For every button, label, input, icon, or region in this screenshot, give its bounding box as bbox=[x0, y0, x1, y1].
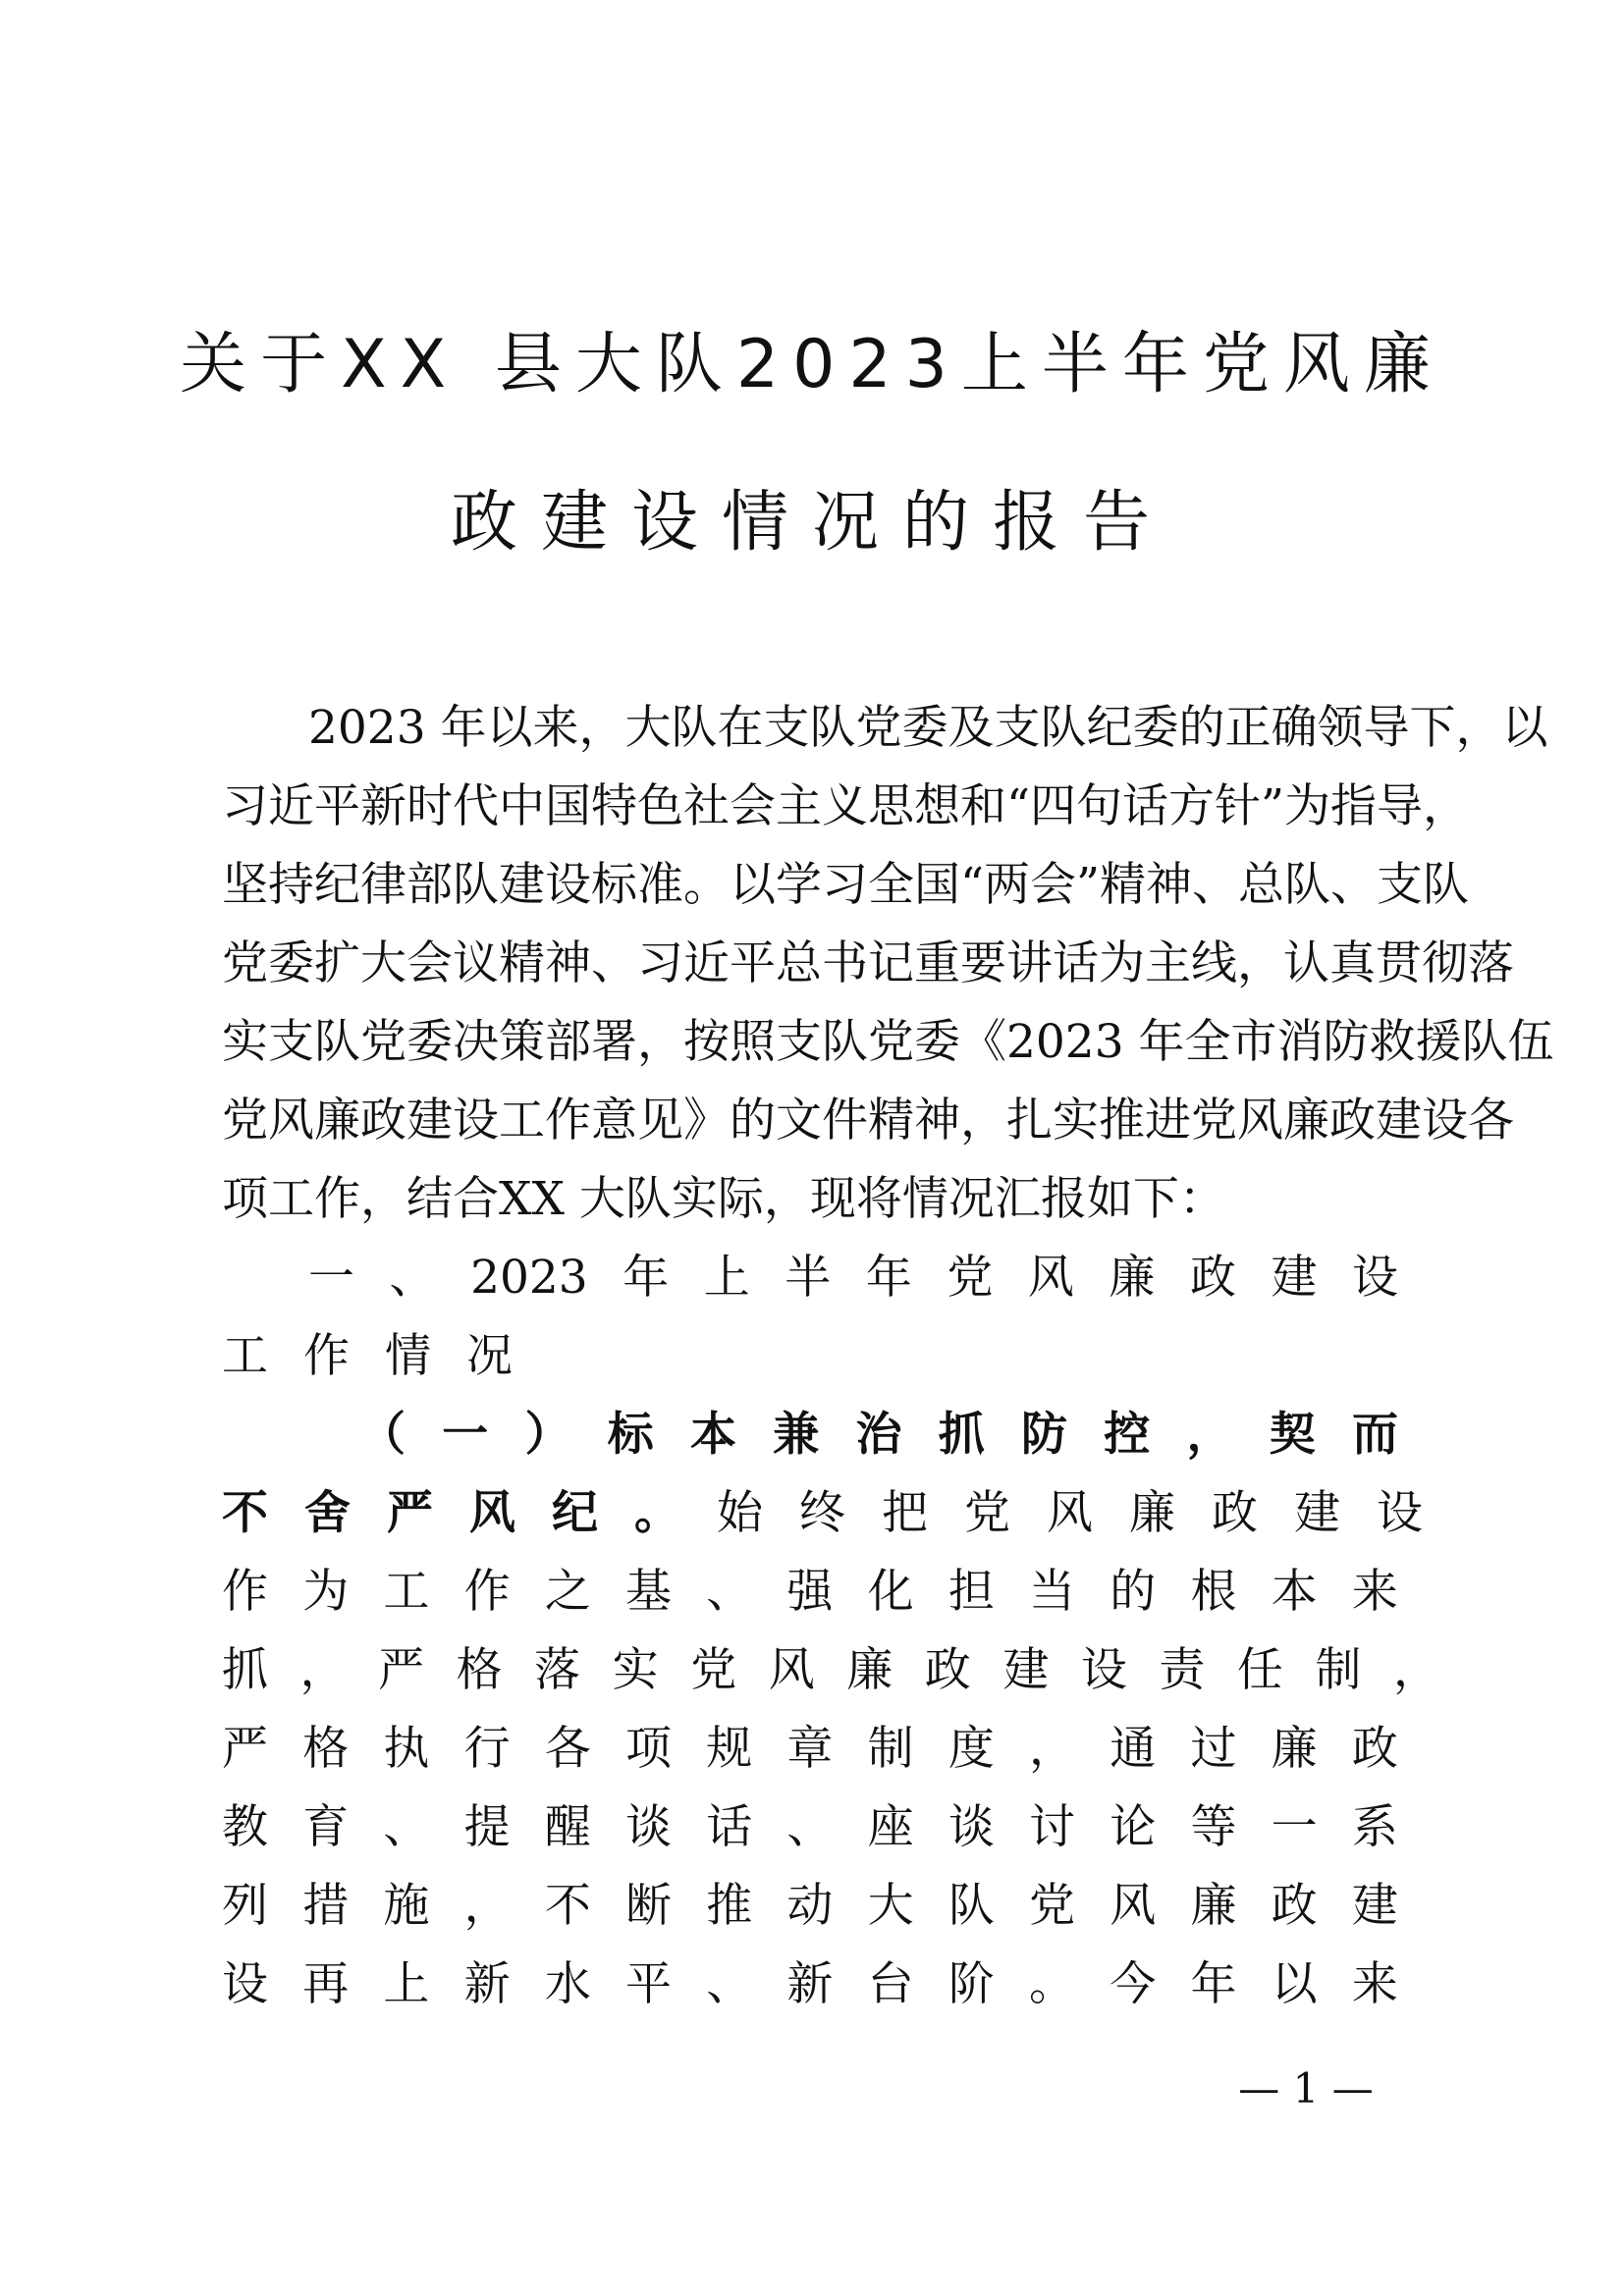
document-title-line-2: 政建设情况的报告 bbox=[450, 484, 1173, 561]
body-char: 政 bbox=[924, 1643, 971, 1697]
document-body bbox=[222, 689, 1554, 2024]
body-char: 断 bbox=[625, 1879, 673, 1933]
subsection-heading-bold-text: 不舍严风纪。 bbox=[222, 1486, 717, 1540]
intro-line: 党委扩大会议精神、习近平总书记重要讲话为主线，认真贯彻落 bbox=[222, 936, 1514, 990]
body-char: 来 bbox=[1351, 1565, 1398, 1619]
intro-line: 坚持纪律部队建设标准。以学习全国“两会”精神、总队、支队 bbox=[222, 858, 1470, 912]
body-line bbox=[222, 1631, 1439, 1710]
section-heading-char: 风 bbox=[1027, 1251, 1074, 1305]
body-line bbox=[222, 1789, 1439, 1867]
body-char: 谈 bbox=[625, 1800, 673, 1854]
body-char: 格 bbox=[302, 1722, 350, 1776]
body-char: 措 bbox=[302, 1879, 350, 1933]
body-char: 工 bbox=[383, 1565, 430, 1619]
body-line bbox=[222, 1553, 1439, 1631]
subsection-heading-char: 标 bbox=[607, 1408, 654, 1462]
section-heading-char: 年 bbox=[865, 1251, 912, 1305]
body-char: 列 bbox=[222, 1879, 268, 1933]
subsection-heading-char: 兼 bbox=[773, 1408, 820, 1462]
body-char: 担 bbox=[947, 1565, 995, 1619]
subsection-body-text: 始终把党风廉政建设 bbox=[717, 1486, 1459, 1540]
body-char: 、 bbox=[706, 1565, 753, 1619]
body-char: 章 bbox=[786, 1722, 834, 1776]
body-char: 严 bbox=[222, 1722, 268, 1776]
subsection-heading-char: 抓 bbox=[938, 1408, 985, 1462]
body-char: 话 bbox=[706, 1800, 753, 1854]
body-char: 论 bbox=[1110, 1800, 1157, 1854]
body-char: 阶 bbox=[947, 1957, 995, 2011]
body-char: 廉 bbox=[846, 1643, 893, 1697]
body-char: 动 bbox=[786, 1879, 834, 1933]
subsection-heading-char: 治 bbox=[855, 1408, 902, 1462]
section-heading-char: 年 bbox=[623, 1251, 670, 1305]
subsection-heading-char: 而 bbox=[1352, 1408, 1398, 1462]
section-heading-char: 2023 bbox=[470, 1251, 588, 1305]
body-char: 不 bbox=[544, 1879, 591, 1933]
body-char: 强 bbox=[786, 1565, 834, 1619]
body-char: 当 bbox=[1029, 1565, 1076, 1619]
body-char: ， bbox=[1392, 1643, 1439, 1697]
section-heading-line-2: 工作情况 bbox=[222, 1329, 548, 1383]
body-char: 提 bbox=[463, 1800, 511, 1854]
section-heading-char: 一 bbox=[308, 1251, 354, 1305]
body-char: 年 bbox=[1190, 1957, 1237, 2011]
subsection-heading-char: 一 bbox=[442, 1408, 489, 1462]
section-heading-line-1 bbox=[222, 1239, 1439, 1317]
section-heading-char: 、 bbox=[389, 1251, 436, 1305]
subsection-heading-char: ） bbox=[524, 1408, 571, 1462]
body-char: 来 bbox=[1351, 1957, 1398, 2011]
body-char: ， bbox=[1029, 1722, 1076, 1776]
body-char: 责 bbox=[1159, 1643, 1206, 1697]
body-char: 、 bbox=[786, 1800, 834, 1854]
body-char: 、 bbox=[706, 1957, 753, 2011]
body-char: 大 bbox=[867, 1879, 914, 1933]
body-char: 度 bbox=[947, 1722, 995, 1776]
body-char: 化 bbox=[867, 1565, 914, 1619]
body-char: 施 bbox=[383, 1879, 430, 1933]
body-char: 风 bbox=[1110, 1879, 1157, 1933]
body-char: 平 bbox=[625, 1957, 673, 2011]
body-char: 本 bbox=[1271, 1565, 1318, 1619]
body-char: 党 bbox=[1029, 1879, 1076, 1933]
body-char: 基 bbox=[625, 1565, 673, 1619]
body-char: 等 bbox=[1190, 1800, 1237, 1854]
document-title-line-1: 关于XX 县大队2023上半年党风廉 bbox=[180, 326, 1444, 403]
subsection-heading-char: 控 bbox=[1104, 1408, 1151, 1462]
body-char: 育 bbox=[302, 1800, 350, 1854]
body-char: 行 bbox=[463, 1722, 511, 1776]
body-char: 通 bbox=[1110, 1722, 1157, 1776]
intro-line: 习近平新时代中国特色社会主义思想和“四句话方针”为指导， bbox=[222, 779, 1470, 833]
subsection-heading-line-1 bbox=[222, 1396, 1439, 1474]
body-char: 过 bbox=[1190, 1722, 1237, 1776]
section-heading-char: 政 bbox=[1189, 1251, 1236, 1305]
section-heading-char: 党 bbox=[947, 1251, 994, 1305]
body-char: 抓 bbox=[222, 1643, 268, 1697]
page-number: — 1 — bbox=[1238, 2064, 1374, 2112]
intro-line: 党风廉政建设工作意见》的文件精神，扎实推进党风廉政建设各 bbox=[222, 1094, 1514, 1148]
body-char: 落 bbox=[534, 1643, 581, 1697]
section-heading-char: 上 bbox=[703, 1251, 750, 1305]
body-char: 谈 bbox=[947, 1800, 995, 1854]
body-char: 以 bbox=[1271, 1957, 1318, 2011]
body-char: 之 bbox=[544, 1565, 591, 1619]
body-char: 建 bbox=[1002, 1643, 1050, 1697]
intro-paragraph bbox=[222, 689, 1554, 1239]
intro-line: 项工作，结合XX 大队实际，现将情况汇报如下： bbox=[222, 1172, 1225, 1226]
section-heading-char: 设 bbox=[1352, 1251, 1398, 1305]
body-char: 水 bbox=[544, 1957, 591, 2011]
body-char: 推 bbox=[706, 1879, 753, 1933]
body-char: 新 bbox=[463, 1957, 511, 2011]
section-heading-char: 廉 bbox=[1109, 1251, 1156, 1305]
body-char: 作 bbox=[463, 1565, 511, 1619]
body-char: 设 bbox=[222, 1957, 268, 2011]
body-char: 项 bbox=[625, 1722, 673, 1776]
body-char: 政 bbox=[1351, 1722, 1398, 1776]
body-char: ， bbox=[299, 1643, 347, 1697]
body-char: 廉 bbox=[1190, 1879, 1237, 1933]
body-char: 醒 bbox=[544, 1800, 591, 1854]
body-char: 任 bbox=[1236, 1643, 1283, 1697]
section-heading-char: 半 bbox=[785, 1251, 832, 1305]
body-char: 再 bbox=[302, 1957, 350, 2011]
body-char: 严 bbox=[378, 1643, 425, 1697]
subsection-heading-char: 本 bbox=[690, 1408, 736, 1462]
body-char: 风 bbox=[768, 1643, 815, 1697]
body-char: 一 bbox=[1271, 1800, 1318, 1854]
body-char: 根 bbox=[1190, 1565, 1237, 1619]
body-char: 政 bbox=[1271, 1879, 1318, 1933]
body-char: 系 bbox=[1351, 1800, 1398, 1854]
intro-line: 实支队党委决策部署，按照支队党委《2023 年全市消防救援队伍 bbox=[222, 1015, 1554, 1069]
body-char: 制 bbox=[867, 1722, 914, 1776]
body-char: 规 bbox=[706, 1722, 753, 1776]
body-char: 队 bbox=[947, 1879, 995, 1933]
body-char: 今 bbox=[1110, 1957, 1157, 2011]
body-line bbox=[222, 1946, 1439, 2024]
body-char: 党 bbox=[690, 1643, 737, 1697]
body-char: 作 bbox=[222, 1565, 268, 1619]
body-char: 廉 bbox=[1271, 1722, 1318, 1776]
body-char: 制 bbox=[1315, 1643, 1362, 1697]
body-line bbox=[222, 1867, 1439, 1946]
subsection-heading-char: 防 bbox=[1021, 1408, 1067, 1462]
body-char: 建 bbox=[1351, 1879, 1398, 1933]
subsection-heading-char: 契 bbox=[1269, 1408, 1316, 1462]
body-char: 、 bbox=[383, 1800, 430, 1854]
intro-line: 2023 年以来，大队在支队党委及支队纪委的正确领导下，以 bbox=[308, 701, 1548, 755]
section-heading-char: 建 bbox=[1271, 1251, 1318, 1305]
body-char: ， bbox=[463, 1879, 511, 1933]
body-line bbox=[222, 1710, 1439, 1789]
body-char: 台 bbox=[867, 1957, 914, 2011]
body-char: 设 bbox=[1080, 1643, 1127, 1697]
body-char: 新 bbox=[786, 1957, 834, 2011]
subsection-heading-char: （ bbox=[359, 1408, 406, 1462]
body-char: 。 bbox=[1029, 1957, 1076, 2011]
subsection-heading-char: ， bbox=[1186, 1408, 1233, 1462]
subsection-line-2 bbox=[222, 1474, 1459, 1553]
body-char: 教 bbox=[222, 1800, 268, 1854]
body-char: 格 bbox=[456, 1643, 503, 1697]
body-char: 实 bbox=[612, 1643, 659, 1697]
body-char: 执 bbox=[383, 1722, 430, 1776]
body-char: 讨 bbox=[1029, 1800, 1076, 1854]
body-char: 上 bbox=[383, 1957, 430, 2011]
body-char: 为 bbox=[302, 1565, 350, 1619]
body-char: 的 bbox=[1110, 1565, 1157, 1619]
body-char: 各 bbox=[544, 1722, 591, 1776]
body-char: 座 bbox=[867, 1800, 914, 1854]
